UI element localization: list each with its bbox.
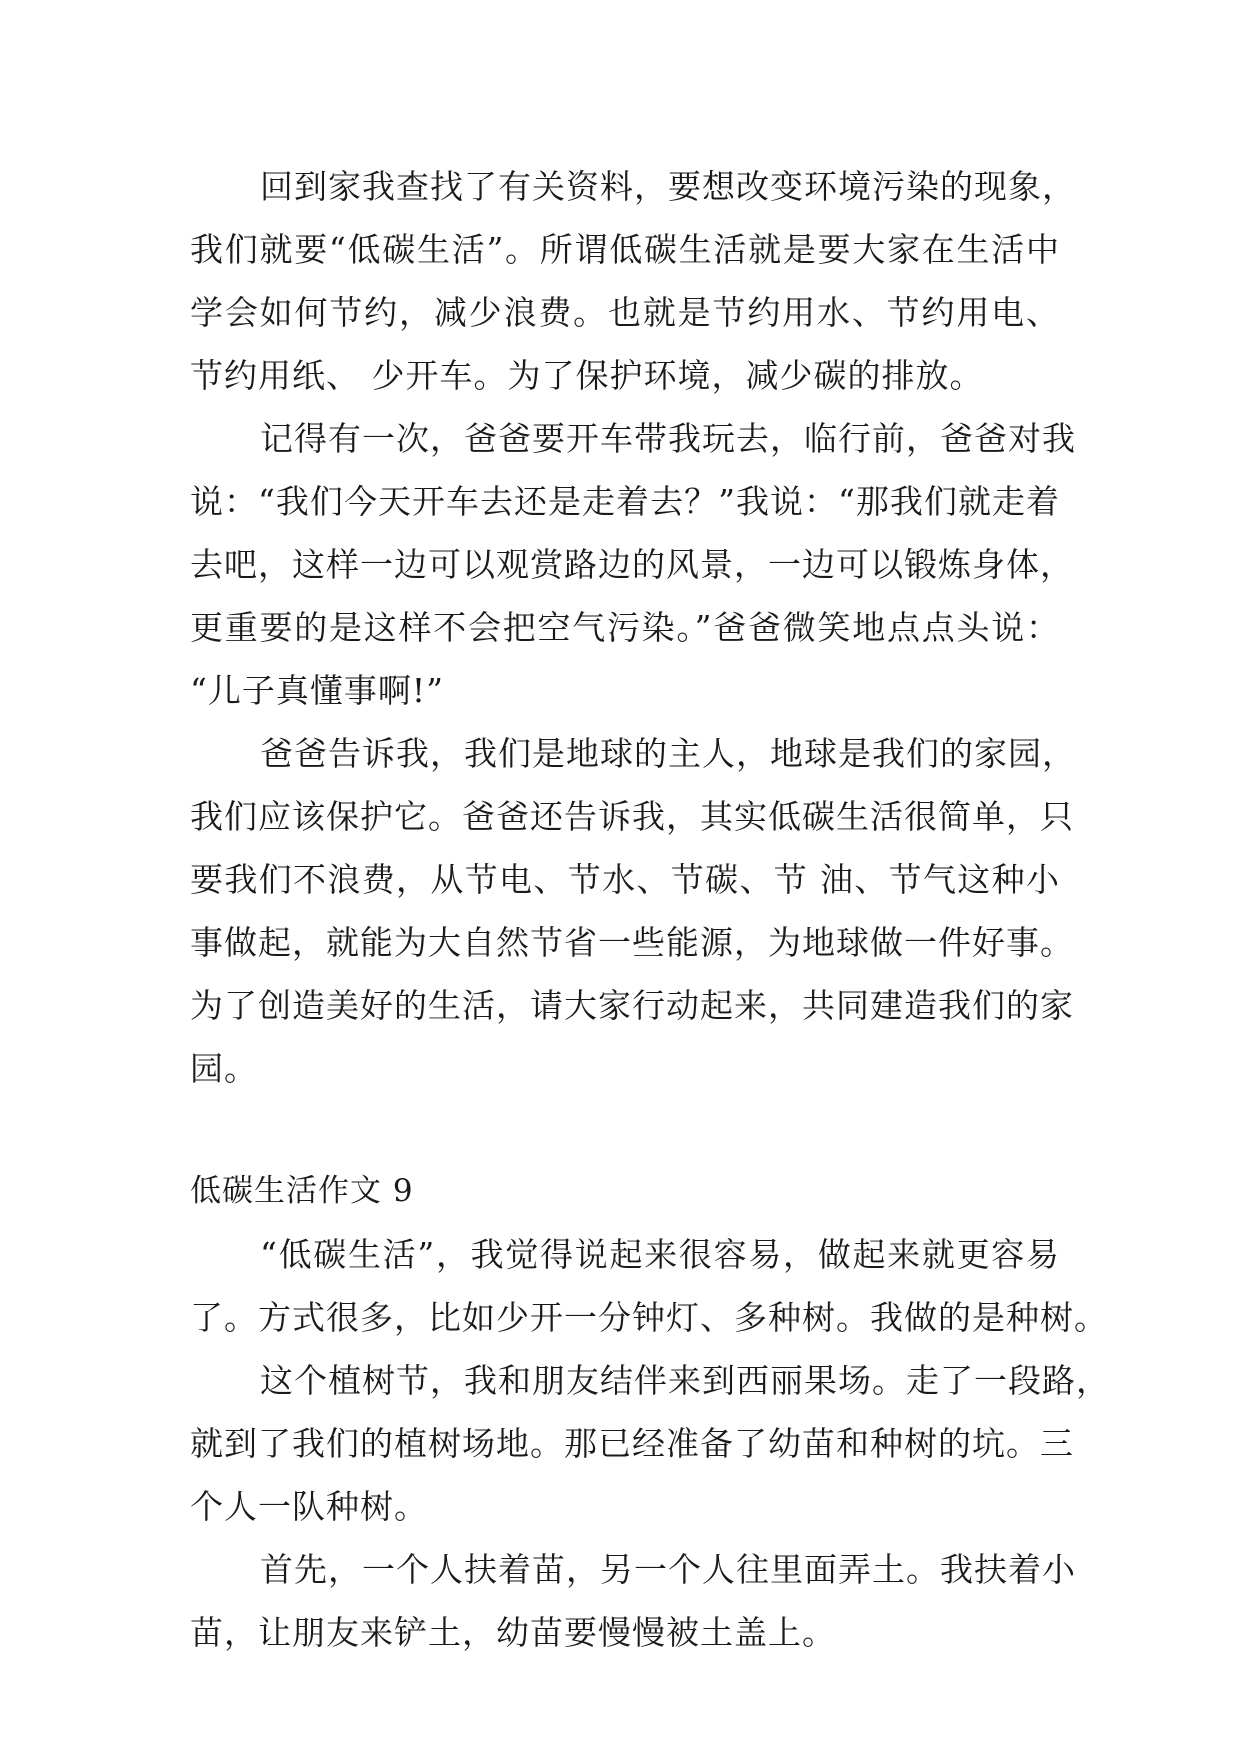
text-line: 记得有一次，爸爸要开车带我玩去，临行前，爸爸对我 [260,419,1076,458]
text-line: 要我们不浪费，从节电、节水、节碳、节 油、节气这种小 [190,860,1060,899]
text-line: 说：“我们今天开车去还是走着去？”我说：“那我们就走着 [190,482,1060,521]
text-line: 首先，一个人扶着苗，另一个人往里面弄土。我扶着小 [260,1550,1076,1589]
text-line: 这个植树节，我和朋友结伴来到西丽果场。走了一段路， [260,1361,1110,1400]
text-line: 我们应该保护它。爸爸还告诉我，其实低碳生活很简单，只 [190,797,1074,836]
text-line: 我们就要“低碳生活”。所谓低碳生活就是要大家在生活中 [190,230,1060,269]
text-line: 为了创造美好的生活，请大家行动起来，共同建造我们的家 [190,986,1074,1025]
text-line: “低碳生活”，我觉得说起来很容易，做起来就更容易 [260,1235,1060,1274]
text-line: 去吧，这样一边可以观赏路边的风景，一边可以锻炼身体， [190,545,1074,584]
paragraph [190,407,1076,722]
text-line: 更重要的是这样不会把空气污染。”爸爸微笑地点点头说： [190,608,1060,647]
section-spacer [190,1100,1060,1160]
paragraph [190,722,1076,1100]
text-line: 园。 [190,1049,258,1088]
text-line: 了。方式很多，比如少开一分钟灯、多种树。我做的是种树。 [190,1298,1108,1337]
text-line: 就到了我们的植树场地。那已经准备了幼苗和种树的坑。三 [190,1424,1074,1463]
section-title: 低碳生活作文 9 [190,1173,414,1209]
text-line: 回到家我查找了有关资料，要想改变环境污染的现象， [260,167,1076,206]
document-page [190,155,1110,1664]
paragraph [190,1538,1076,1664]
paragraph [190,1349,1110,1538]
text-line: 爸爸告诉我，我们是地球的主人，地球是我们的家园， [260,734,1076,773]
text-line: 苗，让朋友来铲土，幼苗要慢慢被土盖上。 [190,1613,836,1652]
paragraph [190,155,1076,407]
text-line: 个人一队种树。 [190,1487,428,1526]
text-line: “儿子真懂事啊!” [190,671,445,710]
text-line: 节约用纸、 少开车。为了保护环境，减少碳的排放。 [190,356,984,395]
text-line: 事做起，就能为大自然节省一些能源，为地球做一件好事。 [190,923,1074,962]
paragraph [190,1223,1108,1349]
text-line: 学会如何节约，减少浪费。也就是节约用水、节约用电、 [190,293,1060,332]
